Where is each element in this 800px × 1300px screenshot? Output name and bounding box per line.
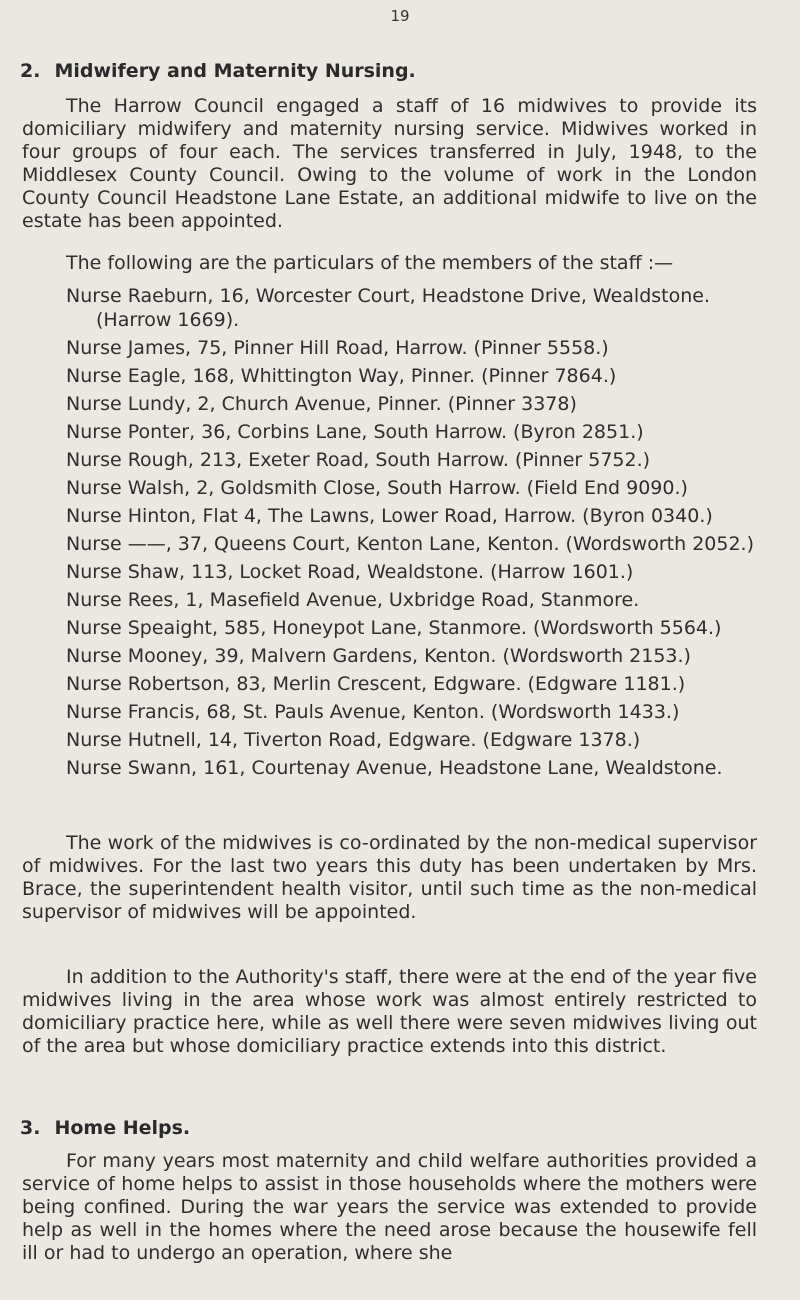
staff-intro: The following are the particulars of the members of the staff :— (66, 252, 674, 274)
section-number: 2. (20, 60, 41, 82)
staff-entry: Nurse Hinton, Flat 4, The Lawns, Lower Road, Harrow. (Byron 0340.) (66, 505, 713, 527)
staff-entry: Nurse Lundy, 2, Church Avenue, Pinner. (Pinner 3378) (66, 393, 577, 415)
staff-entry: Nurse Swann, 161, Courtenay Avenue, Headstone Lane, Wealdstone. (66, 757, 723, 779)
staff-list (66, 284, 766, 784)
staff-entry: Nurse Robertson, 83, Merlin Crescent, Edgware. (Edgware 1181.) (66, 673, 686, 695)
midwifery-paragraph-1: The Harrow Council engaged a staff of 16 midwives to provide its domiciliary midwifery and maternity nursing service. Midwives worked in four groups of four each. The services transferred in July, 1948, to the Middlesex County Council. Owing to the volume of work in the London County Council Headstone Lane Estate, an additional midwife to live on the estate has been appointed. (22, 95, 757, 232)
section-number: 3. (20, 1117, 41, 1139)
section-heading-home-helps (20, 1117, 190, 1139)
staff-entry: Nurse Raeburn, 16, Worcester Court, Headstone Drive, Wealdstone. (Harrow 1669). (66, 285, 711, 331)
staff-entry: Nurse Rough, 213, Exeter Road, South Harrow. (Pinner 5752.) (66, 449, 651, 471)
midwifery-paragraph-2: The work of the midwives is co-ordinated by the non-medical supervisor of midwives. For the last two years this duty has been undertaken by Mrs. Brace, the superintendent health visitor, until such time as the non-medical supervisor of midwives will be appointed. (22, 832, 757, 923)
section-title: Midwifery and Maternity Nursing. (54, 60, 416, 82)
staff-entry: Nurse Eagle, 168, Whittington Way, Pinner. (Pinner 7864.) (66, 365, 617, 387)
staff-entry: Nurse ——, 37, Queens Court, Kenton Lane, Kenton. (Wordsworth 2052.) (66, 533, 754, 555)
midwifery-paragraph-3: In addition to the Authority's staff, there were at the end of the year five midwives living in the area whose work was almost entirely restricted to domiciliary practice here, while as well there were seven midwives living out of the area but whose domiciliary practice extends into this district. (22, 966, 757, 1057)
staff-entry: Nurse James, 75, Pinner Hill Road, Harrow. (Pinner 5558.) (66, 337, 609, 359)
page-number: 19 (390, 7, 410, 25)
staff-entry: Nurse Mooney, 39, Malvern Gardens, Kenton. (Wordsworth 2153.) (66, 645, 691, 667)
staff-entry: Nurse Rees, 1, Masefield Avenue, Uxbridge Road, Stanmore. (66, 589, 640, 611)
staff-entry: Nurse Francis, 68, St. Pauls Avenue, Kenton. (Wordsworth 1433.) (66, 701, 680, 723)
section-heading-midwifery (20, 60, 416, 82)
home-helps-paragraph-1: For many years most maternity and child welfare authorities provided a service of home helps to assist in those households where the mothers were being confined. During the war years the service was extended to provide help as well in the homes where the need arose because the housewife fell ill or had to undergo an operation, where she (22, 1150, 757, 1264)
staff-entry: Nurse Speaight, 585, Honeypot Lane, Stanmore. (Wordsworth 5564.) (66, 617, 722, 639)
staff-entry: Nurse Walsh, 2, Goldsmith Close, South Harrow. (Field End 9090.) (66, 477, 688, 499)
staff-entry: Nurse Hutnell, 14, Tiverton Road, Edgware. (Edgware 1378.) (66, 729, 641, 751)
staff-entry: Nurse Shaw, 113, Locket Road, Wealdstone. (Harrow 1601.) (66, 561, 634, 583)
staff-entry: Nurse Ponter, 36, Corbins Lane, South Harrow. (Byron 2851.) (66, 421, 644, 443)
section-title: Home Helps. (54, 1117, 191, 1139)
